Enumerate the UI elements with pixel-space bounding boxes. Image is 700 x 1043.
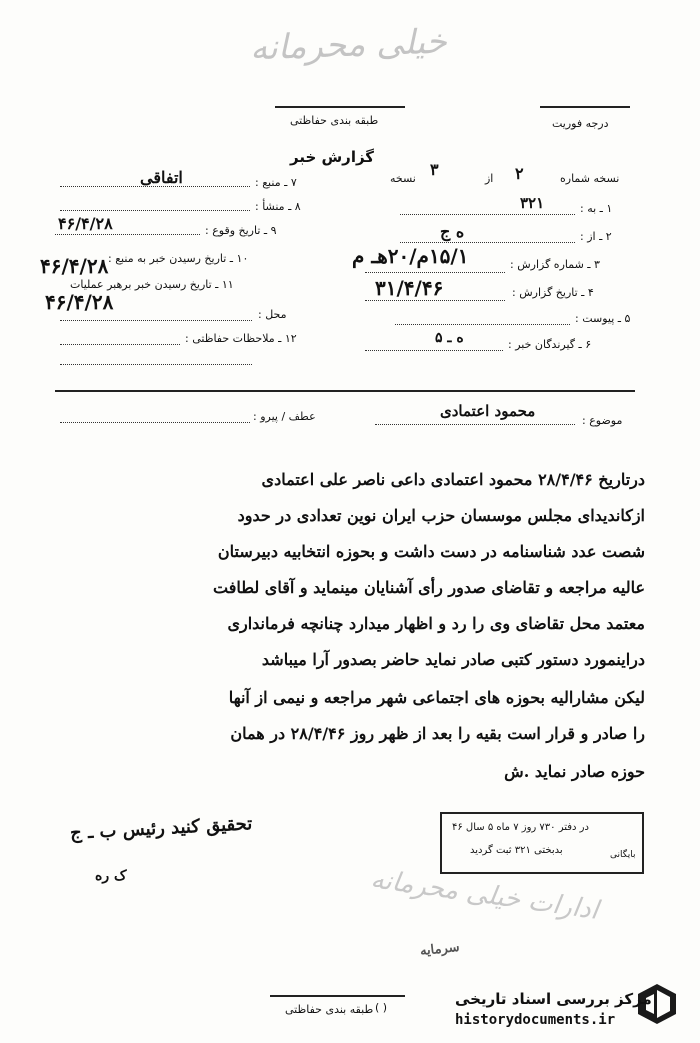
copy-label: نسخه شماره [560, 172, 620, 185]
body-line: ازکاندیدای مجلس موسسان حزب ایران نوین تعدادی در حدود [237, 506, 645, 525]
subject-value: محمود اعتمادی [440, 402, 536, 420]
reference-label: عطف / پیرو : [253, 410, 316, 423]
report-title: گزارش خبر [290, 148, 375, 166]
field-from-value: ه ج [440, 222, 465, 241]
body-line: عالیه مراجعه و تقاضای صدور رأی آشنایان مینماید و آقای لطافت [213, 578, 645, 597]
field-report-date-value: ۳۱/۴/۴۶ [375, 276, 444, 300]
field-ops-receipt-value: ۴۶/۴/۲۸ [45, 290, 114, 314]
field-source-receipt-label: ۱۰ ـ تاریخ رسیدن خبر به منبع : [108, 252, 249, 265]
body-line: دراینمورد دستور کتبی صادر نماید حاضر بصدور آرا میباشد [261, 650, 645, 669]
field-remarks-label: ۱۲ ـ ملاحظات حفاظتی : [185, 332, 297, 345]
field-origin-label: ۸ ـ منشأ : [255, 200, 301, 213]
field-report-number-value: ۱۵/۱م/۲۰هـ م [352, 244, 469, 268]
copies-total: ۳ [430, 160, 439, 179]
body-line: درتاریخ ۲۸/۴/۴۶ محمود اعتمادی داعی ناصر علی اعتمادی [261, 470, 645, 489]
stamp-line-1: در دفتر ۷۳۰ روز ۷ ماه ۵ سال ۴۶ [452, 822, 589, 833]
body-line: لیکن مشارالیه بحوزه های اجتماعی شهر مراجعه و نیمی از آنها [228, 688, 645, 707]
field-report-date-label: ۴ ـ تاریخ گزارش : [512, 286, 594, 299]
handwritten-initials: سرمایه [419, 939, 461, 960]
field-attachment-label: ۵ ـ پیوست : [575, 312, 631, 325]
urgency-line [540, 106, 630, 108]
field-occurrence-date-label: ۹ ـ تاریخ وقوع : [205, 224, 277, 237]
field-occurrence-date-value: ۴۶/۴/۲۸ [58, 214, 113, 233]
urgency-label: درجه فوریت [552, 117, 609, 130]
signature-initials: ک ره [95, 868, 127, 884]
archive-url: historydocuments.ir [455, 1012, 616, 1028]
stamp-left-word: بایگانی [610, 850, 636, 860]
field-report-number-label: ۳ ـ شماره گزارش : [510, 258, 600, 271]
body-line: معتمد محل تقاضای وی را رد و اظهار میدارد چنانچه فرمانداری [227, 614, 645, 633]
body-line: شصت عدد شناسنامه در دست داشت و بحوزه انتخابیه دبیرستان [217, 542, 645, 561]
field-from-label: ۲ ـ از : [580, 230, 612, 243]
body-line: را صادر و قرار است بقیه را بعد از ظهر روز ۲۸/۴/۴۶ در همان [230, 724, 645, 743]
bottom-watermark: ادارات خیلی محرمانه [369, 864, 601, 926]
stamp-line-2: بدبختی ۳۲۱ ثبت گردید [470, 845, 563, 856]
classification-label: طبقه بندی حفاظتی [290, 114, 379, 127]
footer-classification: طبقه بندی حفاظتی [285, 1003, 374, 1016]
copy-number: ۲ [515, 164, 524, 183]
field-source-receipt-value: ۴۶/۴/۲۸ [40, 254, 109, 278]
field-ops-receipt-label: ۱۱ ـ تاریخ رسیدن خبر برهبر عملیات [70, 278, 234, 291]
field-to-value: ۳۲۱ [520, 194, 545, 212]
copy-from: از [485, 172, 494, 185]
section-divider [55, 390, 635, 392]
field-recipients-value: ه ـ ۵ [435, 330, 464, 346]
archive-name: مرکز بررسی اسناد تاریخی [455, 990, 652, 1008]
classification-line [275, 106, 405, 108]
signature: تحقیق کنید رئیس ب ـ ج [69, 813, 253, 844]
top-watermark: خیلی محرمانه [249, 21, 448, 69]
footer-line [270, 995, 405, 997]
field-source-value: اتفاقی [140, 168, 183, 187]
body-line: حوزه صادر نماید .ش [504, 762, 645, 781]
subject-label: موضوع : [582, 414, 623, 427]
footer-paren: ( ) [375, 1001, 388, 1014]
field-place-label: محل : [258, 308, 287, 321]
field-source-label: ۷ ـ منبع : [255, 176, 297, 189]
field-to-label: ۱ ـ به : [580, 202, 613, 215]
field-recipients-label: ۶ ـ گیرندگان خبر : [508, 338, 592, 351]
copies-word: نسخه [390, 172, 416, 185]
